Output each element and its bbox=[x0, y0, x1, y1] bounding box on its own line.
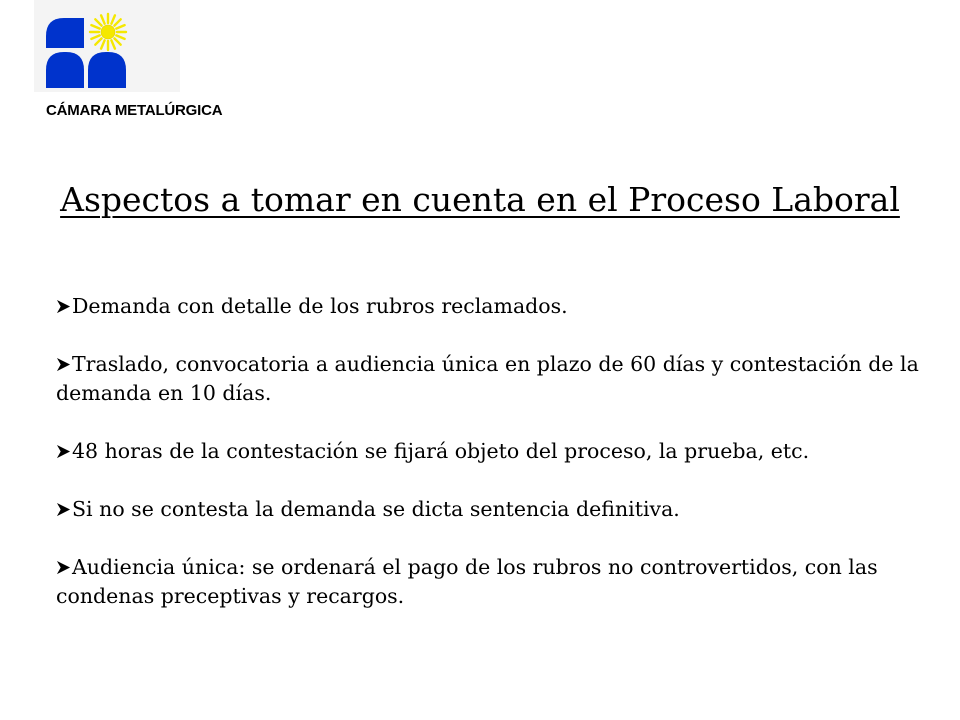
bullet-item-5 bbox=[56, 553, 936, 611]
bullet-item-4 bbox=[56, 495, 936, 524]
arrow-bullet-icon bbox=[56, 560, 71, 575]
logo-panel bbox=[34, 0, 180, 92]
bullet-list bbox=[56, 292, 936, 640]
bullet-text-2: Traslado, convocatoria a audiencia única en plazo de 60 días y contestación de la demanda en 10 días. bbox=[56, 352, 919, 405]
bullet-item-1 bbox=[56, 292, 936, 321]
arrow-bullet-icon bbox=[56, 444, 71, 459]
arrow-bullet-icon bbox=[56, 299, 71, 314]
bullet-item-2 bbox=[56, 350, 936, 408]
bullet-text-5: Audiencia única: se ordenará el pago de los rubros no controvertidos, con las condenas preceptivas y recargos. bbox=[56, 555, 878, 608]
organization-name: CÁMARA METALÚRGICA bbox=[46, 102, 223, 119]
bullet-text-3: 48 horas de la contestación se fijará objeto del proceso, la prueba, etc. bbox=[72, 439, 810, 463]
arrow-bullet-icon bbox=[56, 502, 71, 517]
bullet-text-1: Demanda con detalle de los rubros reclamados. bbox=[72, 294, 568, 318]
arrow-bullet-icon bbox=[56, 357, 71, 372]
bullet-text-4: Si no se contesta la demanda se dicta sentencia definitiva. bbox=[72, 497, 680, 521]
bullet-item-3 bbox=[56, 437, 936, 466]
camara-metalurgica-logo bbox=[44, 12, 170, 88]
slide-title: Aspectos a tomar en cuenta en el Proceso Laboral bbox=[60, 180, 900, 219]
